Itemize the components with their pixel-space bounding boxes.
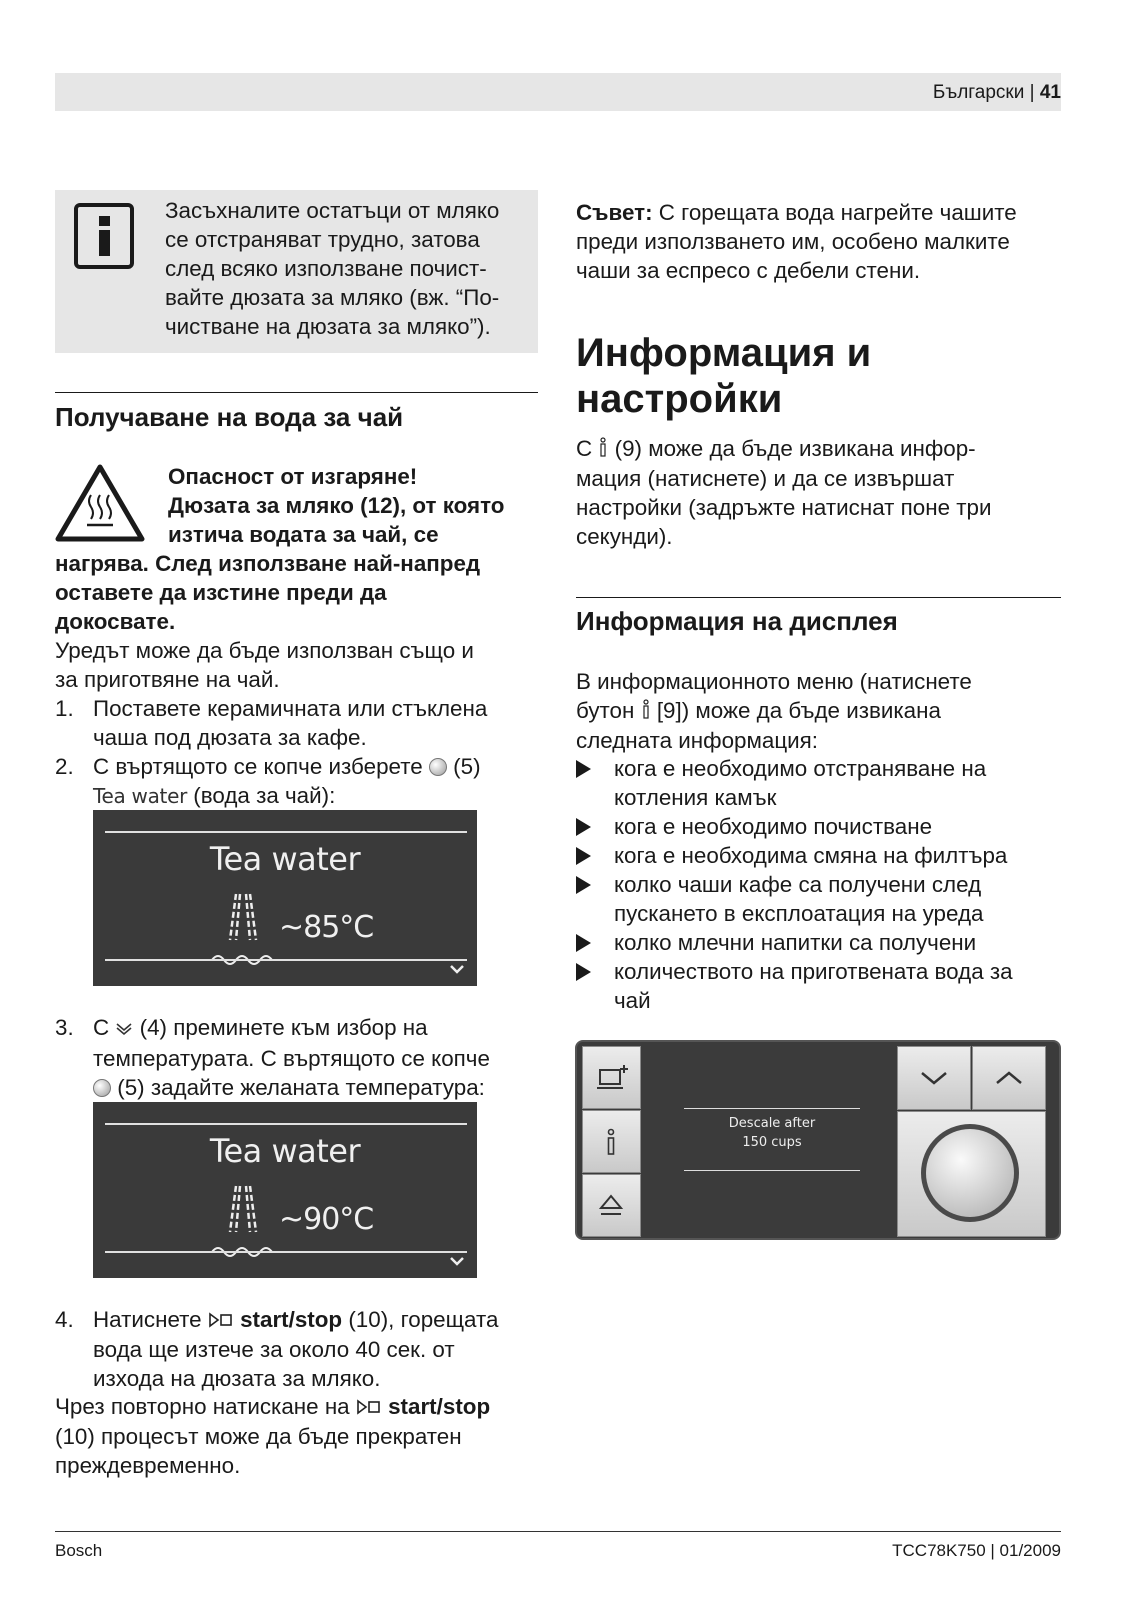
warning-line: Опасност от изгаряне!	[168, 464, 418, 489]
info-bullet-list	[576, 754, 1066, 1015]
list-item	[576, 957, 1066, 1015]
step-line: С въртящото се копче изберете	[93, 754, 423, 779]
intro-line: мация (натиснете) и да се извършат	[576, 466, 955, 491]
step-line: С	[93, 1015, 110, 1040]
display-temperature: ~85°C	[279, 910, 374, 945]
bullet-line: кога е необходима смяна на филтъра	[614, 843, 1008, 868]
panel-message-line: Descale after	[728, 1116, 816, 1131]
list-item	[576, 754, 1066, 812]
step-line: вода ще изтече за около 40 сек. от	[93, 1337, 455, 1362]
triangle-bullet-icon	[576, 963, 591, 981]
footer-brand: Bosch	[55, 1541, 103, 1560]
tea-water-stream-icon	[208, 1182, 278, 1267]
info-line: след всяко използване почист-	[165, 256, 487, 281]
para-line: [9]) може да бъде извикана	[656, 698, 941, 723]
cup-plus-button[interactable]	[582, 1046, 641, 1109]
footer-model-date: TCC78K750 | 01/2009	[892, 1541, 1061, 1560]
intro-line: за приготвяне на чай.	[55, 667, 280, 692]
intro-line: настройки (задръжте натиснат поне три	[576, 495, 992, 520]
eject-button[interactable]	[582, 1174, 641, 1237]
warning-full-lines	[55, 549, 480, 636]
panel-message-line: 150 cups	[742, 1135, 802, 1150]
display-tea-water-90	[93, 1102, 477, 1278]
start-stop-icon	[208, 1306, 234, 1335]
section-title-display-info: Информация на дисплея	[576, 606, 898, 636]
step-line: чаша под дюзата за кафе.	[93, 725, 367, 750]
bullet-line: количеството на приготвената вода за	[614, 959, 1013, 984]
step-2	[55, 752, 535, 811]
tip-paragraph	[576, 198, 1066, 285]
start-stop-label: start/stop	[240, 1307, 343, 1332]
display-title: Tea water	[209, 1132, 361, 1170]
bullet-line: пускането в експлоатация на уреда	[614, 901, 984, 926]
display-word: Tea water	[93, 784, 188, 808]
display-title: Tea water	[209, 840, 361, 878]
para-line: следната информация:	[576, 728, 819, 753]
control-panel	[575, 1040, 1061, 1240]
intro-line: Уредът може да бъде използван също и	[55, 638, 474, 663]
header-separator: |	[1024, 82, 1040, 103]
step-line: (5) задайте желаната температура:	[117, 1075, 485, 1100]
double-chevron-down-icon	[115, 1015, 133, 1044]
list-item	[576, 841, 1066, 870]
rotary-knob-icon	[429, 758, 447, 776]
footer-divider	[55, 1531, 1061, 1532]
step-line: Натиснете	[93, 1307, 202, 1332]
info-button[interactable]	[582, 1110, 641, 1173]
header-bar	[55, 73, 1061, 111]
settings-intro	[576, 434, 1066, 551]
header-language: Български	[932, 82, 1025, 103]
up-button[interactable]	[972, 1046, 1046, 1110]
tip-line: чаши за еспресо с дебели стени.	[576, 258, 921, 283]
eject-icon	[583, 1175, 640, 1236]
display-info-paragraph	[576, 667, 1066, 755]
bullet-line: котления камък	[614, 785, 777, 810]
info-button-icon	[583, 1111, 640, 1172]
step-number: 3.	[55, 1015, 74, 1040]
step-line: (вода за чай):	[193, 783, 336, 808]
section-divider	[576, 597, 1061, 598]
bullet-line: колко чаши кафе са получени след	[614, 872, 982, 897]
para-line: В информационното меню (натиснете	[576, 669, 972, 694]
panel-display-top-line	[684, 1108, 860, 1109]
page-number: 41	[1039, 82, 1061, 103]
step-4	[55, 1305, 535, 1393]
display-tea-water-85	[93, 810, 477, 986]
step-number: 1.	[55, 696, 74, 721]
display-bottom-line	[105, 1251, 467, 1253]
info-line: вайте дюзата за мляко (вж. “По-	[165, 285, 500, 310]
info-note-text	[165, 196, 535, 341]
bullet-line: колко млечни напитки са получени	[614, 930, 977, 955]
rotary-knob-icon	[926, 1129, 1014, 1217]
page-header	[933, 82, 1061, 104]
start-stop-label: start/stop	[388, 1394, 491, 1419]
chapter-title	[576, 330, 871, 422]
step-3	[55, 1013, 535, 1102]
step-number: 2.	[55, 754, 74, 779]
tip-label: Съвет:	[576, 200, 653, 225]
panel-display-bottom-line	[684, 1170, 860, 1171]
display-top-line	[105, 1123, 467, 1125]
chapter-title-line: настройки	[576, 377, 783, 421]
step-number: 4.	[55, 1307, 74, 1332]
section-divider	[55, 392, 538, 393]
step-line: Поставете керамичната или стъклена	[93, 696, 488, 721]
bullet-line: кога е необходимо почистване	[614, 814, 933, 839]
info-line: Засъхналите остатъци от мляко	[165, 198, 500, 223]
list-item	[576, 928, 1066, 957]
info-line: се отстраняват трудно, затова	[165, 227, 480, 252]
info-button-icon	[598, 435, 608, 464]
display-temperature: ~90°C	[279, 1202, 374, 1237]
info-icon	[74, 203, 134, 269]
bullet-line: кога е необходимо отстраняване на	[614, 756, 987, 781]
step-line: температурата. С въртящото се копче	[93, 1046, 490, 1071]
info-button-icon	[641, 697, 651, 726]
intro-line: (9) може да бъде извикана инфор-	[614, 436, 976, 461]
section-title-tea-water: Получаване на вода за чай	[55, 402, 404, 432]
tip-line: С горещата вода нагрейте чашите	[658, 200, 1017, 225]
warning-short-lines	[168, 462, 504, 549]
final-paragraph	[55, 1392, 545, 1480]
start-stop-icon	[356, 1393, 382, 1422]
warning-line: докосвате.	[55, 609, 176, 634]
hot-surface-warning-icon	[55, 463, 145, 543]
cup-plus-icon	[583, 1047, 640, 1108]
tip-line: преди използването им, особено малките	[576, 229, 1010, 254]
step-ref: (5)	[453, 754, 481, 779]
chevron-down-icon	[449, 962, 465, 980]
triangle-bullet-icon	[576, 760, 591, 778]
display-top-line	[105, 831, 467, 833]
chevron-down-icon	[449, 1254, 465, 1272]
final-line: Чрез повторно натискане на	[55, 1394, 350, 1419]
rotary-knob-icon	[93, 1079, 111, 1097]
bullet-line: чай	[614, 988, 651, 1013]
intro-text	[55, 636, 474, 694]
step-line: (10), горещата	[348, 1307, 499, 1332]
para-line: бутон	[576, 698, 635, 723]
info-line: чистване на дюзата за мляко”).	[165, 314, 491, 339]
final-line: преждевременно.	[55, 1453, 241, 1478]
warning-line: Дюзата за мляко (12), от която	[168, 493, 505, 518]
chapter-title-line: Информация и	[576, 331, 872, 375]
final-line: (10) процесът може да бъде прекратен	[55, 1424, 462, 1449]
warning-line: нагрява. След използване най-напред	[55, 551, 481, 576]
triangle-bullet-icon	[576, 876, 591, 894]
panel-display-message	[684, 1114, 860, 1152]
tea-water-stream-icon	[208, 890, 278, 975]
list-item	[576, 812, 1066, 841]
chevron-up-icon	[973, 1047, 1045, 1109]
chevron-down-icon	[898, 1047, 970, 1109]
triangle-bullet-icon	[576, 847, 591, 865]
display-bottom-line	[105, 959, 467, 961]
triangle-bullet-icon	[576, 818, 591, 836]
step-line: изхода на дюзата за мляко.	[93, 1366, 381, 1391]
rotary-knob[interactable]	[897, 1111, 1046, 1237]
warning-line: оставете да изстине преди да	[55, 580, 387, 605]
down-button[interactable]	[897, 1046, 971, 1110]
list-item	[576, 870, 1066, 928]
triangle-bullet-icon	[576, 934, 591, 952]
intro-line: С	[576, 436, 593, 461]
warning-line: изтича водата за чай, се	[168, 522, 439, 547]
intro-line: секунди).	[576, 524, 673, 549]
step-1	[55, 694, 535, 752]
step-line: (4) преминете към избор на	[139, 1015, 428, 1040]
